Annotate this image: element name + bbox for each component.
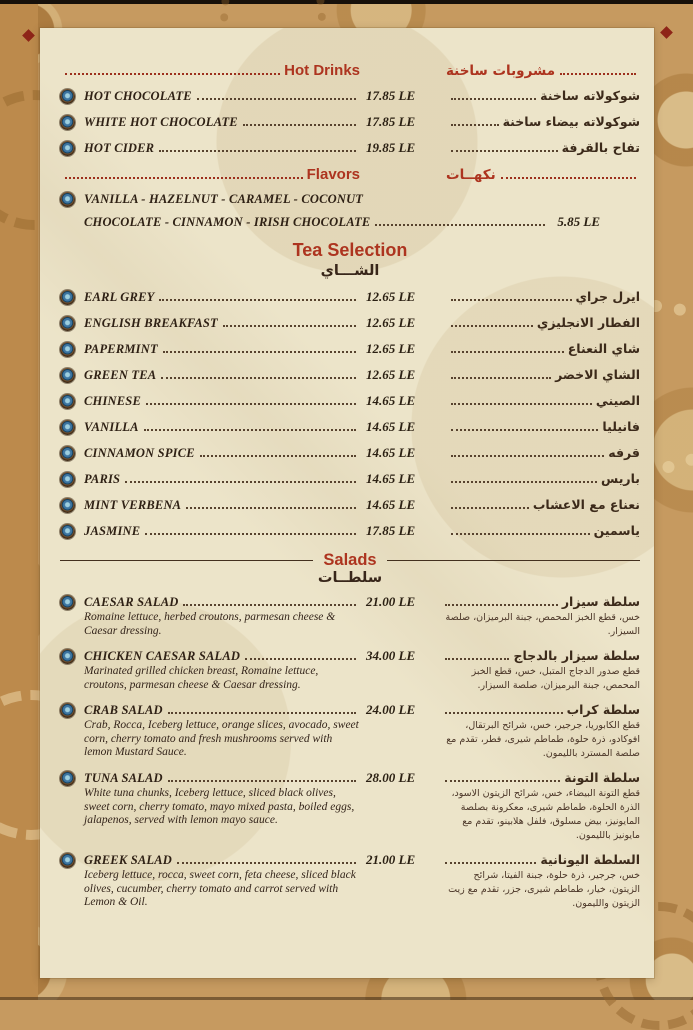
item-name-en: CHICKEN CAESAR SALAD	[84, 649, 241, 663]
salad-name-line	[60, 648, 440, 664]
item-description-en: Romaine lettuce, herbed croutons, parmesan cheese & Caesar dressing.	[84, 611, 336, 637]
dotted-leader	[163, 351, 356, 353]
item-price: 28.00 LE	[366, 770, 416, 785]
medallion-bullet-icon	[60, 316, 75, 331]
salad-item-left	[60, 770, 440, 843]
salad-item-right	[440, 594, 640, 639]
dotted-leader	[451, 150, 558, 152]
menu-item-row	[60, 497, 640, 513]
dotted-leader	[145, 533, 356, 535]
salads-section-title-ar: سلطــات	[317, 570, 383, 586]
item-name-en: HOT CHOCOLATE	[84, 89, 192, 103]
menu-item-row	[60, 341, 640, 357]
dotted-leader	[445, 712, 563, 714]
dotted-leader	[451, 533, 590, 535]
menu-item-left	[60, 342, 360, 357]
item-name-ar: باريس	[601, 471, 640, 486]
dotted-leader	[200, 455, 356, 457]
menu-item-right	[446, 445, 640, 460]
medallion-bullet-icon	[60, 649, 75, 664]
menu-item-row	[60, 419, 640, 435]
tea-items	[60, 289, 640, 539]
salad-name-left	[60, 703, 360, 718]
item-name-en: GREEN TEA	[84, 368, 157, 382]
flavors-list-2: CHOCOLATE - CINNAMON - IRISH CHOCOLATE	[84, 215, 371, 229]
menu-item-row	[60, 88, 640, 104]
section-title-ar: مشروبات ساخنة	[446, 63, 556, 79]
tea-section-title-ar: الشـــاي	[320, 263, 380, 279]
dotted-leader	[243, 124, 356, 126]
item-price: 21.00 LE	[366, 594, 416, 609]
dotted-leader	[445, 604, 558, 606]
medallion-bullet-icon	[60, 89, 75, 104]
item-price: 14.65 LE	[366, 497, 416, 512]
flavors-header-left	[60, 166, 360, 183]
dotted-leader	[161, 377, 356, 379]
menu-item-left	[60, 368, 360, 383]
item-name-ar: الشاي الاخضر	[555, 367, 640, 382]
dotted-leader	[451, 507, 529, 509]
salad-name-left	[60, 771, 360, 786]
salad-name-line-ar	[440, 770, 640, 785]
item-name-en: TUNA SALAD	[84, 771, 163, 785]
item-name-ar: ايرل جراي	[575, 289, 640, 304]
dotted-leader	[125, 481, 356, 483]
dotted-leader	[451, 351, 564, 353]
menu-item-right	[446, 341, 640, 356]
flavors-header-right	[446, 167, 640, 183]
menu-item-left	[60, 115, 360, 130]
dotted-leader	[197, 98, 356, 100]
medallion-bullet-icon	[60, 472, 75, 487]
medallion-bullet-icon	[60, 192, 75, 207]
flavors-line1	[60, 192, 640, 207]
medallion-bullet-icon	[60, 703, 75, 718]
item-price: 12.65 LE	[366, 289, 416, 304]
item-description-en: Marinated grilled chicken breast, Romaine lettuce, croutons, parmesan cheese & Caesar dressing.	[84, 665, 319, 691]
menu-item-row	[60, 393, 640, 409]
item-name-ar: سلطة كراب	[566, 702, 640, 717]
salad-item-right	[440, 852, 640, 911]
dotted-leader	[451, 299, 572, 301]
section-title-en: Flavors	[306, 166, 360, 183]
menu-item-right	[446, 140, 640, 155]
flavors-price: 5.85 LE	[557, 214, 600, 229]
menu-item-left	[60, 498, 360, 513]
item-name-ar: شوكولاته بيضاء ساخنة	[502, 114, 640, 129]
salad-name-line-ar	[440, 648, 640, 663]
hot-drinks-items	[60, 88, 640, 156]
menu-item-left	[60, 394, 360, 409]
divider-line	[60, 560, 313, 561]
medallion-bullet-icon	[60, 771, 75, 786]
item-name-en: CAESAR SALAD	[84, 595, 179, 609]
salad-item-left	[60, 594, 440, 639]
salad-name-line	[60, 594, 440, 610]
menu-panel	[40, 28, 654, 978]
salad-item-row	[60, 594, 640, 639]
medallion-bullet-icon	[60, 141, 75, 156]
menu-item-left	[60, 89, 360, 104]
dotted-leader	[375, 224, 545, 226]
menu-item-row	[60, 367, 640, 383]
medallion-bullet-icon	[60, 524, 75, 539]
menu-item-right	[446, 114, 640, 129]
item-name-en: JASMINE	[84, 524, 141, 538]
menu-item-row	[60, 523, 640, 539]
item-name-ar: شوكولاته ساخنة	[540, 88, 640, 103]
item-name-ar: سلطة التونة	[564, 770, 640, 785]
medallion-bullet-icon	[60, 595, 75, 610]
menu-item-right	[446, 88, 640, 103]
salad-name-left	[60, 595, 360, 610]
salad-name-line	[60, 702, 440, 718]
item-description-en: Crab, Rocca, Iceberg lettuce, orange slices, avocado, sweet corn, cherry tomato and fresh mushrooms served with lemon Mustard Sauce.	[84, 719, 359, 758]
dotted-leader	[451, 403, 592, 405]
menu-item-right	[446, 315, 640, 330]
item-name-ar: تفاح بالقرفة	[561, 140, 640, 155]
dotted-leader	[560, 73, 636, 75]
hot-drinks-header	[60, 62, 640, 79]
menu-item-right	[446, 471, 640, 486]
item-price: 14.65 LE	[366, 419, 416, 434]
menu-item-right	[446, 367, 640, 382]
medallion-bullet-icon	[60, 853, 75, 868]
medallion-bullet-icon	[60, 394, 75, 409]
menu-item-left	[60, 141, 360, 156]
divider-line	[387, 560, 640, 561]
dotted-leader	[65, 73, 280, 75]
menu-item-left	[60, 524, 360, 539]
item-name-en: ENGLISH BREAKFAST	[84, 316, 218, 330]
salad-item-left	[60, 852, 440, 911]
medallion-bullet-icon	[60, 446, 75, 461]
item-price: 12.65 LE	[366, 367, 416, 382]
dotted-leader	[146, 403, 356, 405]
corner-ornament	[22, 29, 35, 42]
salad-item-row	[60, 702, 640, 761]
item-description-ar: خس، جرجير، ذرة حلوة، جبنة الفيتا، شرائح الزيتون، خيار، طماطم شيرى، جزر، تقدم مع زيت الزيتون والليمون.	[448, 870, 640, 909]
item-description-ar: قطع التونة البيضاء، خس، شرائح الزيتون الاسود، الذرة الحلوة، طماطم شيرى، معكرونة بصلصة المايونيز، بيض مسلوق، فلفل هلابينو، تقدم مع مايونيز بالليمون.	[451, 788, 640, 841]
dotted-leader	[451, 455, 604, 457]
salad-item-row	[60, 770, 640, 843]
medallion-bullet-icon	[60, 115, 75, 130]
dotted-leader	[186, 507, 356, 509]
salad-item-row	[60, 648, 640, 693]
item-name-ar: شاي النعناع	[567, 341, 640, 356]
item-name-en: CINNAMON SPICE	[84, 446, 195, 460]
dotted-leader	[168, 780, 356, 782]
tea-section-title-en: Tea Selection	[292, 240, 408, 260]
item-name-ar: الصيني	[595, 393, 640, 408]
salad-item-left	[60, 648, 440, 693]
item-name-en: HOT CIDER	[84, 141, 155, 155]
item-name-ar: نعناع مع الاعشاب	[532, 497, 640, 512]
item-price: 14.65 LE	[366, 393, 416, 408]
dotted-leader	[445, 862, 536, 864]
menu-item-left	[60, 316, 360, 331]
menu-item-row	[60, 471, 640, 487]
item-name-ar: سلطة سيزار بالدجاج	[513, 648, 640, 663]
salad-item-left	[60, 702, 440, 761]
salads-items	[60, 594, 640, 911]
item-description-en: Iceberg lettuce, rocca, sweet corn, feta cheese, sliced black olives, cucumber, cherry tomato and carrot served with Lemon & Oil.	[84, 869, 356, 908]
medallion-bullet-icon	[60, 420, 75, 435]
dotted-leader	[159, 150, 356, 152]
item-price: 12.65 LE	[366, 341, 416, 356]
item-name-en: MINT VERBENA	[84, 498, 182, 512]
medallion-bullet-icon	[60, 290, 75, 305]
salad-name-left	[60, 649, 360, 664]
item-name-ar: فانيليا	[602, 419, 640, 434]
item-name-ar: ياسمين	[593, 523, 640, 538]
dotted-leader	[159, 299, 356, 301]
menu-item-row	[60, 445, 640, 461]
dotted-leader	[183, 604, 356, 606]
salad-name-line-ar	[440, 594, 640, 609]
salad-name-line	[60, 770, 440, 786]
salad-item-row	[60, 852, 640, 911]
item-name-ar: سلطة سيزار	[561, 594, 640, 609]
menu-item-left	[60, 446, 360, 461]
salad-item-right	[440, 702, 640, 761]
menu-item-left	[60, 472, 360, 487]
dotted-leader	[451, 325, 533, 327]
salads-header	[60, 551, 640, 570]
menu-item-row	[60, 114, 640, 130]
item-name-en: VANILLA	[84, 420, 139, 434]
medallion-bullet-icon	[60, 368, 75, 383]
flavors-header	[60, 166, 640, 183]
item-price: 17.85 LE	[366, 523, 416, 538]
item-name-en: PAPERMINT	[84, 342, 158, 356]
item-price: 17.85 LE	[366, 114, 416, 129]
dotted-leader	[245, 658, 356, 660]
item-name-en: EARL GREY	[84, 290, 155, 304]
menu-item-right	[446, 419, 640, 434]
salad-name-line-ar	[440, 852, 640, 867]
corner-ornament	[660, 26, 673, 39]
item-name-en: CRAB SALAD	[84, 703, 163, 717]
dotted-leader	[451, 377, 551, 379]
item-name-en: GREEK SALAD	[84, 853, 172, 867]
dotted-leader	[451, 429, 598, 431]
medallion-bullet-icon	[60, 498, 75, 513]
hot-drinks-header-left	[60, 62, 360, 79]
menu-item-row	[60, 315, 640, 331]
salad-name-line-ar	[440, 702, 640, 717]
menu-item-right	[446, 497, 640, 512]
dotted-leader	[445, 780, 560, 782]
dotted-leader	[451, 124, 499, 126]
item-price: 34.00 LE	[366, 648, 416, 663]
item-price: 14.65 LE	[366, 471, 416, 486]
item-name-en: CHINESE	[84, 394, 141, 408]
dotted-leader	[168, 712, 356, 714]
item-price: 17.85 LE	[366, 88, 416, 103]
dotted-leader	[177, 862, 356, 864]
dotted-leader	[445, 658, 509, 660]
item-price: 19.85 LE	[366, 140, 416, 155]
item-price: 21.00 LE	[366, 852, 416, 867]
flavors-line2	[60, 214, 640, 230]
dotted-leader	[144, 429, 356, 431]
hot-drinks-header-right	[446, 63, 640, 79]
item-name-ar: السلطة اليونانية	[540, 852, 640, 867]
dotted-leader	[451, 481, 597, 483]
salad-name-line	[60, 852, 440, 868]
item-name-ar: الفطار الانجليزي	[536, 315, 640, 330]
item-description-ar: خس، قطع الخبز المحمص، جبنة البرميزان، صلصة السيزار.	[445, 612, 640, 637]
item-description-en: White tuna chunks, Iceberg lettuce, sliced black olives, sweet corn, cherry tomato, mayo mixed pasta, boiled eggs, jalapenos, served with lemon mayo sauce.	[84, 787, 355, 826]
section-title-ar: نكهــات	[446, 167, 496, 183]
menu-item-right	[446, 523, 640, 538]
salad-item-right	[440, 648, 640, 693]
dotted-leader	[65, 177, 303, 179]
menu-item-left	[60, 290, 360, 305]
salad-name-left	[60, 853, 360, 868]
item-description-ar: قطع الكابوريا، جرجير، خس، شرائح البرتقال، افوكادو، ذرة حلوة، طماطم شيرى، فطر، تقدم مع صلصة المسترد بالليمون.	[446, 720, 640, 759]
salad-item-right	[440, 770, 640, 843]
dotted-leader	[501, 177, 636, 179]
flavors-list-1: VANILLA - HAZELNUT - CARAMEL - COCONUT	[84, 192, 364, 206]
item-name-en: PARIS	[84, 472, 121, 486]
item-name-ar: قرفه	[608, 445, 640, 460]
item-name-en: WHITE HOT CHOCOLATE	[84, 115, 238, 129]
medallion-bullet-icon	[60, 342, 75, 357]
section-title-en: Hot Drinks	[284, 62, 360, 79]
menu-item-right	[446, 393, 640, 408]
item-price: 24.00 LE	[366, 702, 416, 717]
menu-item-left	[60, 420, 360, 435]
dotted-leader	[223, 325, 356, 327]
menu-item-row	[60, 289, 640, 305]
dotted-leader	[451, 98, 536, 100]
item-price: 14.65 LE	[366, 445, 416, 460]
salads-section-title-en: Salads	[323, 551, 377, 569]
menu-item-right	[446, 289, 640, 304]
item-price: 12.65 LE	[366, 315, 416, 330]
menu-item-row	[60, 140, 640, 156]
item-description-ar: قطع صدور الدجاج المتبل، خس، قطع الخبز المحمص، جبنة البرميزان، صلصة السيزار.	[471, 666, 640, 691]
